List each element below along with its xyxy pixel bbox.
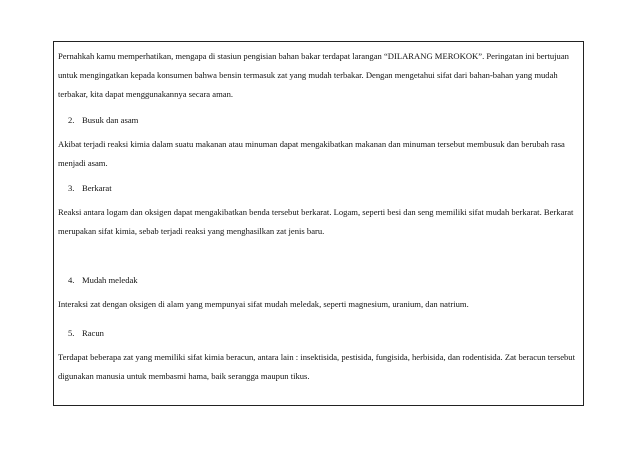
section-heading-racun (68, 327, 104, 339)
section-title: Berkarat (82, 183, 112, 193)
section-heading-mudah-meledak (68, 274, 138, 286)
section-title: Busuk dan asam (82, 115, 139, 125)
section-number: 5. (68, 328, 75, 338)
section-number: 2. (68, 115, 75, 125)
section-paragraph-racun: Terdapat beberapa zat yang memiliki sifat kimia beracun, antara lain : insektisida, pestisida, fungisida, herbisida, dan rodentisida. Zat beracun tersebut digunakan manusia untuk membasmi hama, baik serangga maupun tikus. (58, 352, 575, 381)
section-heading-berkarat (68, 182, 112, 194)
section-heading-busuk-dan-asam (68, 114, 138, 126)
section-title: Racun (82, 328, 104, 338)
section-paragraph-berkarat: Reaksi antara logam dan oksigen dapat mengakibatkan benda tersebut berkarat. Logam, seperti besi dan seng memiliki sifat mudah berkarat. Berkarat merupakan sifat kimia, sebab terjadi reaksi yang menghasilkan zat jenis baru. (58, 207, 574, 236)
section-paragraph-busuk-dan-asam: Akibat terjadi reaksi kimia dalam suatu makanan atau minuman dapat mengakibatkan makanan dan minuman tersebut membusuk dan berubah rasa menjadi asam. (58, 139, 565, 168)
intro-paragraph: Pernahkah kamu memperhatikan, mengapa di stasiun pengisian bahan bakar terdapat larangan “DILARANG MEROKOK”. Peringatan ini bertujuan untuk mengingatkan kepada konsumen bahwa bensin termasuk zat yang mudah terbakar. Dengan mengetahui sifat dari bahan-bahan yang mudah terbakar, kita dapat menggunakannya secara aman. (58, 51, 569, 99)
section-number: 3. (68, 183, 75, 193)
section-paragraph-mudah-meledak: Interaksi zat dengan oksigen di alam yang mempunyai sifat mudah meledak, seperti magnesium, uranium, dan natrium. (58, 299, 469, 309)
document-frame (53, 41, 584, 406)
section-number: 4. (68, 275, 75, 285)
section-title: Mudah meledak (82, 275, 138, 285)
